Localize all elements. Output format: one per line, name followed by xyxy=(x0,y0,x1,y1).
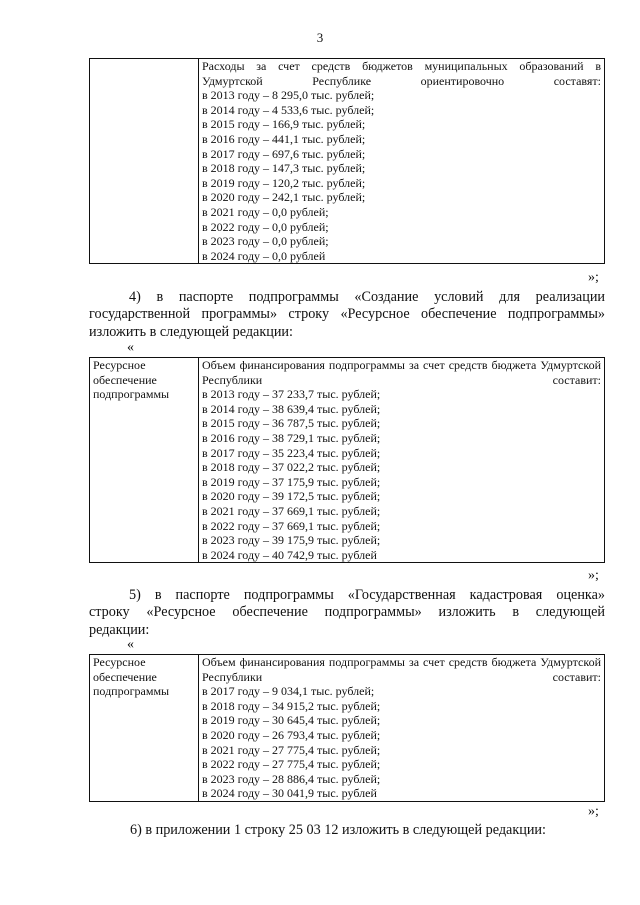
year-row: в 2013 году – 37 233,7 тыс. рублей; xyxy=(202,387,381,402)
year-row: в 2020 году – 39 172,5 тыс. рублей; xyxy=(202,489,381,504)
year-row: в 2022 году – 0,0 рублей; xyxy=(202,219,329,234)
year-list xyxy=(202,684,601,801)
year-row: в 2015 году – 166,9 тыс. рублей; xyxy=(202,117,366,132)
page-number: 3 xyxy=(316,30,324,45)
year-row: в 2021 году – 37 669,1 тыс. рублей; xyxy=(202,503,381,518)
paragraph-6: 6) в приложении 1 строку 25 03 12 изложить в следующей редакции: xyxy=(130,822,546,838)
year-row: в 2020 году – 26 793,4 тыс. рублей; xyxy=(202,727,381,742)
year-row: в 2017 году – 9 034,1 тыс. рублей; xyxy=(202,684,375,699)
year-row: в 2015 году – 36 787,5 тыс. рублей; xyxy=(202,416,381,431)
year-row: в 2016 году – 38 729,1 тыс. рублей; xyxy=(202,430,381,445)
opening-quote: « xyxy=(127,340,134,355)
year-row: в 2023 году – 0,0 рублей; xyxy=(202,234,329,249)
paragraph-line: строку «Ресурсное обеспечение подпрограммы» изложить в следующей xyxy=(89,604,605,621)
year-row: в 2018 году – 147,3 тыс. рублей; xyxy=(202,161,366,176)
closing-quote: »; xyxy=(588,270,599,285)
paragraph-line: изложить в следующей редакции: xyxy=(89,323,293,340)
table-left-cell xyxy=(90,59,199,264)
table-header-text: Расходы за счет средств бюджетов муниципальных образований в Удмуртской Республике ориентировочно составят: xyxy=(202,59,601,88)
left-cell-line: подпрограммы xyxy=(93,387,170,402)
table-right-cell xyxy=(199,59,605,264)
paragraph-5 xyxy=(89,587,605,639)
opening-quote: « xyxy=(127,637,134,652)
year-list xyxy=(202,387,601,562)
year-row: в 2019 году – 37 175,9 тыс. рублей; xyxy=(202,474,381,489)
paragraph-line: 5) в паспорте подпрограммы «Государственная кадастровая оценка» xyxy=(129,587,605,603)
left-cell-line: Ресурсное xyxy=(93,655,146,669)
left-cell-line: обеспечение xyxy=(93,669,157,684)
paragraph-line: редакции: xyxy=(89,621,150,638)
closing-quote: »; xyxy=(588,804,599,819)
table-left-cell xyxy=(90,358,199,563)
year-row: в 2017 году – 35 223,4 тыс. рублей; xyxy=(202,445,381,460)
year-row: в 2022 году – 27 775,4 тыс. рублей; xyxy=(202,757,381,772)
funding-table-cadastral xyxy=(89,654,605,802)
year-row: в 2019 году – 120,2 тыс. рублей; xyxy=(202,175,366,190)
year-row: в 2021 году – 27 775,4 тыс. рублей; xyxy=(202,742,381,757)
year-row: в 2018 году – 37 022,2 тыс. рублей; xyxy=(202,460,381,475)
funding-table-subprogram xyxy=(89,357,605,563)
year-row: в 2022 году – 37 669,1 тыс. рублей; xyxy=(202,518,381,533)
year-row: в 2019 году – 30 645,4 тыс. рублей; xyxy=(202,713,381,728)
funding-table-municipal xyxy=(89,58,605,264)
paragraph-line: государственной программы» строку «Ресурсное обеспечение подпрограммы» xyxy=(89,306,605,323)
year-row: в 2023 году – 28 886,4 тыс. рублей; xyxy=(202,771,381,786)
paragraph-line: 4) в паспорте подпрограммы «Создание условий для реализации xyxy=(129,289,605,305)
left-cell-line: обеспечение xyxy=(93,372,157,387)
year-row: в 2024 году – 40 742,9 тыс. рублей xyxy=(202,547,377,562)
left-cell-line: подпрограммы xyxy=(93,684,170,699)
year-row: в 2017 году – 697,6 тыс. рублей; xyxy=(202,146,366,161)
table-right-cell xyxy=(199,358,605,563)
paragraph-4 xyxy=(89,289,605,341)
year-row: в 2014 году – 38 639,4 тыс. рублей; xyxy=(202,401,381,416)
table-header-text: Объем финансирования подпрограммы за счет средств бюджета Удмуртской Республики составит: xyxy=(202,358,601,387)
year-row: в 2023 году – 39 175,9 тыс. рублей; xyxy=(202,533,381,548)
year-row: в 2024 году – 30 041,9 тыс. рублей xyxy=(202,786,377,801)
year-row: в 2014 году – 4 533,6 тыс. рублей; xyxy=(202,102,375,117)
table-right-cell xyxy=(199,655,605,802)
year-row: в 2018 году – 34 915,2 тыс. рублей; xyxy=(202,698,381,713)
year-row: в 2024 году – 0,0 рублей xyxy=(202,248,326,263)
year-row: в 2021 году – 0,0 рублей; xyxy=(202,204,329,219)
year-row: в 2013 году – 8 295,0 тыс. рублей; xyxy=(202,88,375,103)
year-row: в 2016 году – 441,1 тыс. рублей; xyxy=(202,131,366,146)
table-header-text: Объем финансирования подпрограммы за счет средств бюджета Удмуртской Республики составит: xyxy=(202,655,601,684)
closing-quote: »; xyxy=(588,568,599,583)
year-row: в 2020 году – 242,1 тыс. рублей; xyxy=(202,190,366,205)
left-cell-line: Ресурсное xyxy=(93,358,146,372)
table-left-cell xyxy=(90,655,199,802)
year-list xyxy=(202,88,601,263)
